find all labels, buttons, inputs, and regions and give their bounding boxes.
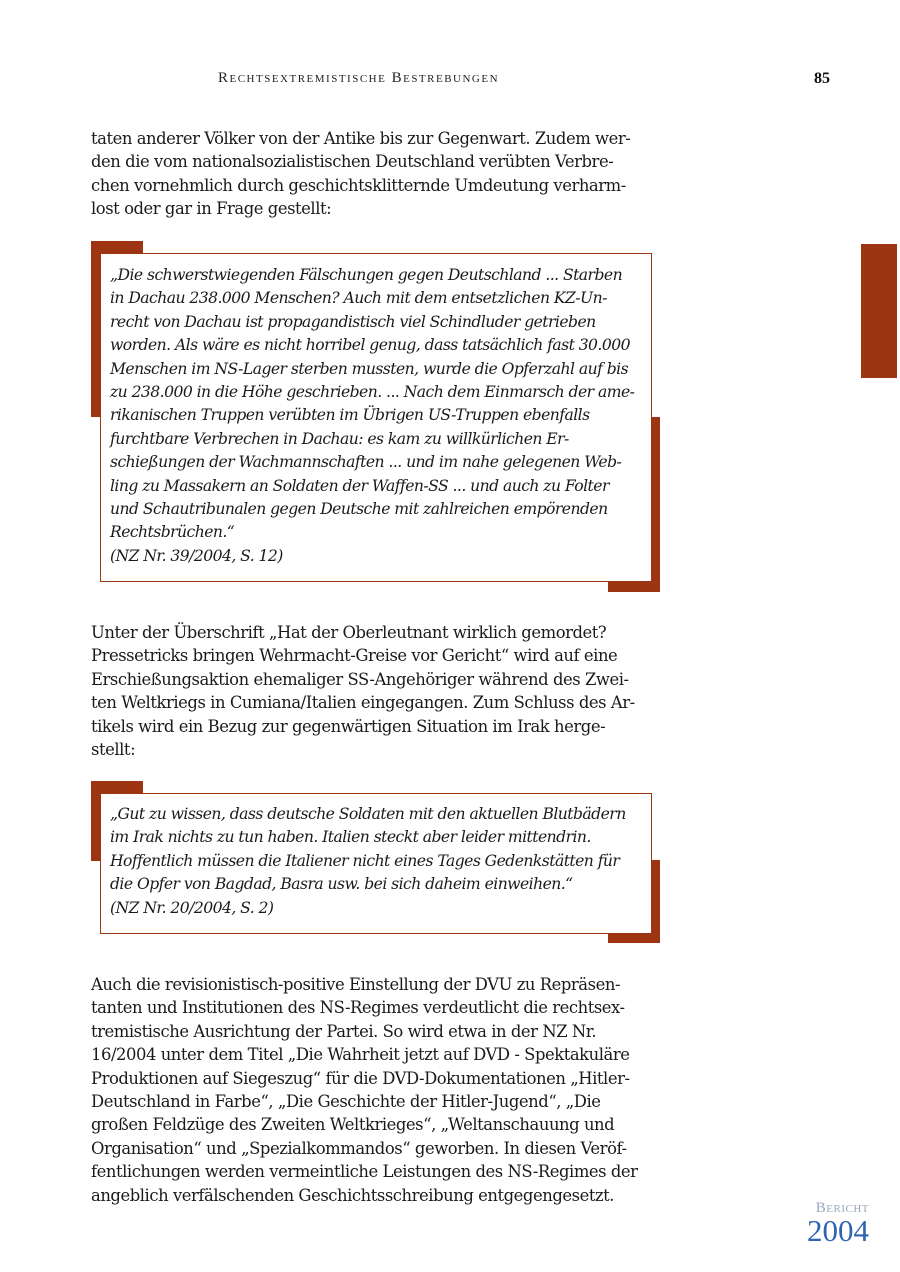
logo-year: 2004 — [807, 1213, 869, 1248]
paragraph-2 — [91, 621, 666, 761]
quote-line: im Irak nichts zu tun haben. Italien steckt aber leider mittendrin. — [110, 828, 591, 847]
quote-line: und Schautribunalen gegen Deutsche mit zahlreichen empörenden — [110, 500, 608, 519]
text-line: taten anderer Völker von der Antike bis zur Gegenwart. Zudem wer- — [91, 129, 631, 148]
quote-line: rikanischen Truppen verübten im Übrigen US-Truppen ebenfalls — [110, 406, 590, 425]
text-line: tremistische Ausrichtung der Partei. So wird etwa in der NZ Nr. — [91, 1021, 597, 1041]
paragraph-3 — [91, 973, 666, 1207]
text-line: Pressetricks bringen Wehrmacht-Greise vor Gericht“ wird auf eine — [91, 646, 618, 666]
quote-line: ling zu Massakern an Soldaten der Waffen-SS ... und auch zu Folter — [110, 476, 609, 495]
header-title: Rechtsextremistische Bestrebungen — [218, 70, 500, 86]
text-line: tikels wird ein Bezug zur gegenwärtigen Situation im Irak herge- — [91, 716, 606, 736]
quote-source: (NZ Nr. 39/2004, S. 12) — [110, 546, 283, 565]
text-line: großen Feldzüge des Zweiten Weltkrieges“, „Weltanschauung und — [91, 1115, 615, 1135]
paragraph-1 — [91, 127, 666, 221]
quote-line: in Dachau 238.000 Menschen? Auch mit dem entsetzlichen KZ-Un- — [110, 289, 607, 308]
side-tab-marker — [861, 244, 897, 378]
quote-line: zu 238.000 in die Höhe geschrieben. ... Nach dem Einmarsch der ame- — [110, 383, 635, 402]
quote-line: „Gut zu wissen, dass deutsche Soldaten mit den aktuellen Blutbädern — [110, 805, 626, 823]
quote-text — [110, 803, 626, 920]
text-line: ten Weltkriegs in Cumiana/Italien eingegangen. Zum Schluss des Ar- — [91, 693, 635, 713]
quote-line: worden. Als wäre es nicht horribel genug, dass tatsächlich fast 30.000 — [110, 336, 630, 355]
quote-line: Menschen im NS-Lager sterben mussten, wurde die Opferzahl auf bis — [110, 359, 629, 378]
text-line: fentlichungen werden vermeintliche Leistungen des NS-Regimes der — [91, 1162, 638, 1182]
text-line: Unter der Überschrift „Hat der Oberleutnant wirklich gemordet? — [91, 623, 607, 642]
quote-line: Rechtsbrüchen.“ — [110, 523, 235, 542]
quote-line: die Opfer von Bagdad, Basra usw. bei sich daheim einweihen.“ — [110, 875, 573, 894]
quote-line: schießungen der Wachmannschaften ... und im nahe gelegenen Web- — [110, 453, 622, 472]
text-line: Organisation“ und „Spezialkommandos“ geworben. In diesen Veröf- — [91, 1138, 627, 1158]
quote-source: (NZ Nr. 20/2004, S. 2) — [110, 898, 274, 917]
text-line: Erschießungsaktion ehemaliger SS-Angehöriger während des Zwei- — [91, 669, 629, 689]
text-line: chen vornehmlich durch geschichtsklitternde Umdeutung verharm- — [91, 175, 626, 195]
logo-word: Bericht — [815, 1200, 869, 1216]
text-line: Deutschland in Farbe“, „Die Geschichte der Hitler-Jugend“, „Die — [91, 1092, 601, 1112]
quote-box — [100, 793, 652, 934]
text-line: den die vom nationalsozialistischen Deutschland verübten Verbre- — [91, 152, 614, 172]
text-line: stellt: — [91, 740, 136, 760]
text-line: angeblich verfälschenden Geschichtsschreibung entgegengesetzt. — [91, 1185, 615, 1205]
text-line: Produktionen auf Siegeszug“ für die DVD-Dokumentationen „Hitler- — [91, 1068, 630, 1088]
quote-block-1 — [91, 241, 661, 592]
quote-line: „Die schwerstwiegenden Fälschungen gegen Deutschland ... Starben — [110, 266, 623, 284]
quote-line: Hoffentlich müssen die Italiener nicht eines Tages Gedenkstätten für — [110, 851, 620, 870]
text-line: Auch die revisionistisch-positive Einstellung der DVU zu Repräsen- — [91, 975, 621, 994]
text-line: lost oder gar in Frage gestellt: — [91, 199, 332, 219]
quote-block-2 — [91, 781, 661, 943]
text-line: tanten und Institutionen des NS-Regimes verdeutlicht die rechtsex- — [91, 998, 625, 1018]
page-number: 85 — [814, 70, 830, 87]
quote-text — [110, 264, 634, 568]
quote-line: furchtbare Verbrechen in Dachau: es kam zu willkürlichen Er- — [110, 429, 569, 448]
quote-line: recht von Dachau ist propagandistisch viel Schindluder getrieben — [110, 312, 596, 331]
quote-box — [100, 253, 652, 582]
bericht-2004-logo — [797, 1199, 869, 1248]
text-line: 16/2004 unter dem Titel „Die Wahrheit jetzt auf DVD - Spektakuläre — [91, 1045, 630, 1065]
